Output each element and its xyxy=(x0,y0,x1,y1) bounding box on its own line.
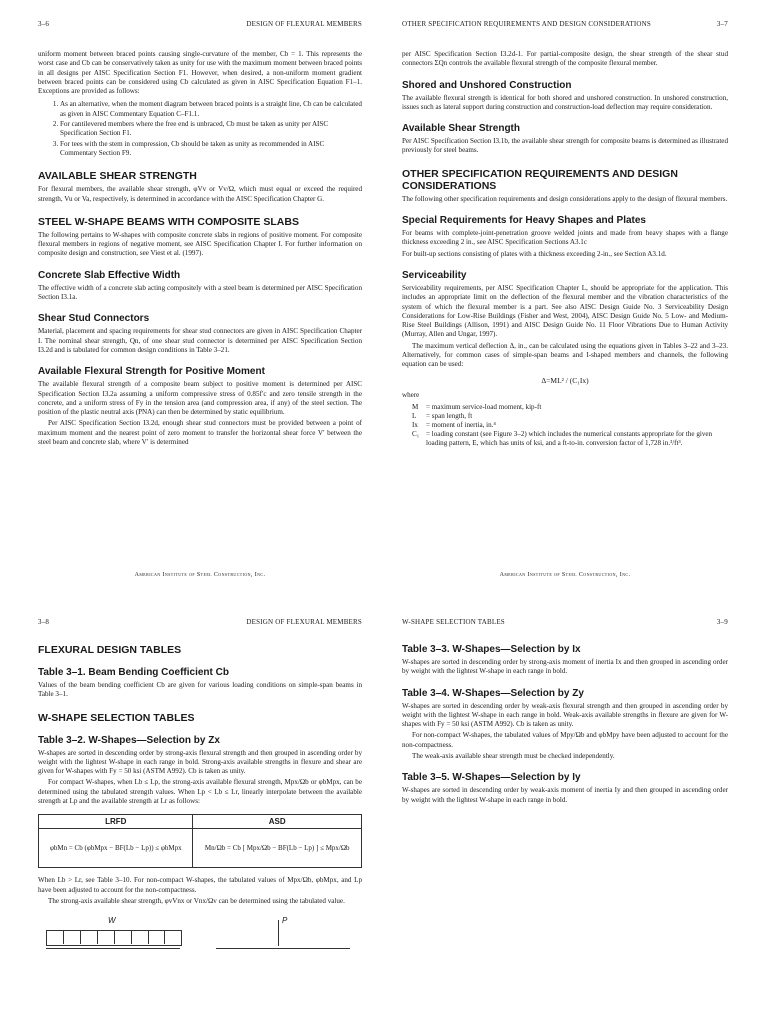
paragraph: The strong-axis available shear strength, φvVnx or Vnx/Ωv can be determined using the tabulated value. xyxy=(48,896,345,905)
paragraph: per AISC Specification Section I3.2d-1. For partial-composite design, the shear strength of the shear stud connectors ΣQn controls the available flexural strength of the composite flexural member. xyxy=(402,50,728,68)
section-heading: AVAILABLE SHEAR STRENGTH xyxy=(38,170,197,183)
section-heading: FLEXURAL DESIGN TABLES xyxy=(38,644,182,656)
page-footer: American Institute of Steel Construction, Inc. xyxy=(499,572,631,578)
paragraph: Values of the beam bending coefficient Cb are given for various loading conditions on simple-span beams in Table 3–1. xyxy=(38,681,362,699)
table-heading: Table 3–2. W-Shapes—Selection by Zx xyxy=(38,734,220,746)
subsection-heading: Special Requirements for Heavy Shapes and Plates xyxy=(402,215,646,227)
load-divider xyxy=(148,930,149,944)
paragraph: Serviceability requirements, per AISC Specification Chapter L, should be appropriate for the application. This includes an appropriate limit on the deflection of the flexural member and the vibration characteristics of the system of which the flexural member is a part. See also AISC Design Guide No. 3 Serviceability Design Considerations for Low-Rise Buildings (Fisher and West, 2004), AISC Design Guide No. 5 Low- and Medium-Rise Steel Buildings (Allison, 1991) and AISC Design Guide No. 11 Floor Vibrations Due to Human Activity (Murray, Allen and Ungar, 1997). xyxy=(402,283,728,339)
running-header xyxy=(402,20,728,28)
lrfd-header: LRFD xyxy=(39,815,193,829)
paragraph: W-shapes are sorted in descending order by weak-axis moment of inertia Iy and then grouped in ascending order by weight with the lightest W-shape in each range in bold. xyxy=(402,786,728,804)
subsection-heading: Available Shear Strength xyxy=(402,123,520,135)
chapter-title: DESIGN OF FLEXURAL MEMBERS xyxy=(246,20,362,28)
running-header xyxy=(38,618,362,626)
definition-row xyxy=(412,403,728,412)
chapter-title: OTHER SPECIFICATION REQUIREMENTS AND DESIGN CONSIDERATIONS xyxy=(402,20,652,28)
running-header xyxy=(38,20,362,28)
section-heading: STEEL W-SHAPE BEAMS WITH COMPOSITE SLABS xyxy=(38,215,299,228)
lrfd-equation: φbMn = Cb (φbMpx − BF(Lb − Lp)) ≤ φbMpx xyxy=(39,829,193,868)
point-load-label: P xyxy=(282,916,288,926)
definition-row xyxy=(412,412,728,421)
running-header xyxy=(402,618,728,626)
symbol: L xyxy=(412,411,417,420)
beam-line xyxy=(46,948,180,949)
uniform-load-label: W xyxy=(108,916,116,926)
page-3-9 xyxy=(384,610,768,1024)
table-heading: Table 3–5. W-Shapes—Selection by Iy xyxy=(402,772,581,784)
exceptions-list xyxy=(38,100,362,158)
paragraph: W-shapes are sorted in descending order by strong-axis moment of inertia Ix and then grouped in ascending order by weight with the lightest W-shape in each range in bold. xyxy=(402,658,728,676)
beam-line xyxy=(216,948,350,949)
table-heading: Table 3–4. W-Shapes—Selection by Zy xyxy=(402,687,584,699)
paragraph: For flexural members, the available shear strength, φVv or Vv/Ω, which must equal or exceed the required strength, Vu or Va, respectively, is determined in accordance with the AISC Specification Chapter G. xyxy=(38,185,362,203)
list-item: 2. For cantilevered members where the free end is unbraced, Cb must be taken as unity per AISC Specification Section F1. xyxy=(60,120,362,139)
subsection-heading: Serviceability xyxy=(402,269,467,281)
list-item: 1. As an alternative, when the moment diagram between braced points is a straight line, Cb can be calculated as given in AISC Commentary Equation C–F1.1. xyxy=(60,100,362,119)
definition: = maximum service-load moment, kip-ft xyxy=(426,402,542,411)
asd-header: ASD xyxy=(193,815,362,829)
symbol: C₁ xyxy=(412,429,420,438)
paragraph: For beams with complete-joint-penetration groove welded joints and made from heavy shapes with a flange thickness exceeding 2 in., see AISC Specification Sections A3.1c xyxy=(402,229,728,247)
definition: = moment of inertia, in.⁴ xyxy=(426,420,496,429)
subsection-heading: Shored and Unshored Construction xyxy=(402,79,572,91)
paragraph: W-shapes are sorted in descending order by strong-axis flexural strength and then grouped in ascending order by weight with the lightest W-shape in each range in bold. Strong-axis available strengths in flexure and shear are given for W-shapes with Fy = 50 ksi (ASTM A992). Cb is taken as unity. xyxy=(38,748,362,776)
paragraph: For non-compact W-shapes, the tabulated values of Mpy/Ωb and φbMpy have been adjusted to account for the non-compactness. xyxy=(402,731,728,749)
point-load-arrow xyxy=(278,920,279,946)
paragraph: For compact W-shapes, when Lb ≤ Lp, the strong-axis available flexural strength, Mpx/Ωb or φbMpx, can be determined using the tabulated strength values. When Lp < Lb ≤ Lr, linearly interpolate between the available strength at Lp and the available strength at Lr as follows: xyxy=(38,778,362,806)
paragraph: The weak-axis available shear strength must be checked independently. xyxy=(412,752,615,761)
page-number: 3–7 xyxy=(716,20,728,28)
definition-row xyxy=(412,430,728,448)
section-heading: W-SHAPE SELECTION TABLES xyxy=(38,711,195,724)
subsection-heading: Available Flexural Strength for Positive Moment xyxy=(38,366,265,378)
paragraph: The available flexural strength is identical for both shored and unshored construction. In unshored construction, issues such as lateral support during construction and construction-load deflection may require consideration. xyxy=(402,93,728,111)
lrfd-asd-table xyxy=(38,814,362,868)
definition: = loading constant (see Figure 3–2) which includes the numerical constants appropriate for the given loading pattern, E, which has units of ksi, and a ft-to-in. conversion factor of 1,728 in.³/ft³. xyxy=(426,429,713,447)
chapter-title: W-SHAPE SELECTION TABLES xyxy=(402,618,505,626)
symbol: M xyxy=(412,402,419,411)
list-item: 3. For tees with the stem in compression, Cb should be taken as unity as recommended in AISC Commentary Section F9. xyxy=(60,140,362,159)
section-heading: OTHER SPECIFICATION REQUIREMENTS AND DESIGN CONSIDERATIONS xyxy=(402,167,678,192)
where-label: where xyxy=(402,390,420,399)
table-heading: Table 3–3. W-Shapes—Selection by Ix xyxy=(402,644,581,655)
load-divider xyxy=(97,930,98,944)
page-number: 3–9 xyxy=(716,618,728,626)
paragraph: The available flexural strength of a composite beam subject to positive moment is determined per AISC Specification Section I3.2a assuming a uniform compressive stress of 0.85f′c and zero tensile strength in the concrete, and a uniform stress of Fy in the tension area (and compression area, if any) of the steel section. The position of the plastic neutral axis (PNA) can then be determined by static equilibrium. xyxy=(38,380,362,417)
page-3-7 xyxy=(384,0,768,600)
subsection-heading: Shear Stud Connectors xyxy=(38,313,150,325)
paragraph: The following pertains to W-shapes with composite concrete slabs in regions of positive moment. For composite flexural members in regions of negative moment, see AISC Specification Chapter I. For further information on composite design and construction, see Viest et al. (1997). xyxy=(38,230,362,258)
page-number: 3–8 xyxy=(38,618,50,626)
load-divider xyxy=(114,930,115,944)
table-heading: Table 3–1. Beam Bending Coefficient Cb xyxy=(38,667,229,678)
paragraph: For built-up sections consisting of plates with a thickness exceeding 2-in., see Section A3.1d. xyxy=(402,249,667,258)
symbol: Ix xyxy=(412,420,418,429)
subsection-heading: Concrete Slab Effective Width xyxy=(38,269,181,281)
chapter-title: DESIGN OF FLEXURAL MEMBERS xyxy=(246,618,362,626)
asd-equation: Mn/Ωb = Cb [ Mpx/Ωb − BF(Lb − Lp) ] ≤ Mpx/Ωb xyxy=(193,829,362,868)
paragraph: uniform moment between braced points causing single-curvature of the member, Cb = 1. This represents the worst case and Cb can be conservatively taken as unity for use with the maximum moment between braced points in all designs per AISC Specification Section F1. However, when desired, a non-uniform moment gradient between braced points can be considered using Cb calculated as given in AISC Specification Equation F1–1. Exceptions are provided as follows: xyxy=(38,50,362,96)
deflection-equation: Δ=ML² / (C₁Ix) xyxy=(541,375,589,385)
paragraph: The maximum vertical deflection Δ, in., can be calculated using the equations given in Tables 3–22 and 3–23. Alternatively, for common cases of simple-span beams and I-shaped members and channels, the following equation can be used: xyxy=(402,341,728,369)
load-divider xyxy=(63,930,64,944)
paragraph: Per AISC Specification Section I3.2d, enough shear stud connectors must be provided between a point of maximum moment and the nearest point of zero moment to transfer the horizontal shear force V′ between the steel beam and concrete slab, where V′ is determined xyxy=(38,419,362,447)
paragraph: The following other specification requirements and design considerations apply to the design of flexural members. xyxy=(402,194,728,203)
paragraph: Per AISC Specification Section I3.1b, the available shear strength for composite beams is determined as illustrated previously for steel beams. xyxy=(402,137,728,155)
definitions xyxy=(412,403,728,448)
load-divider xyxy=(80,930,81,944)
paragraph: The effective width of a concrete slab acting compositely with a steel beam is determined per AISC Specification Section I3.1a. xyxy=(38,283,362,302)
definition: = span length, ft xyxy=(426,411,473,420)
paragraph: W-shapes are sorted in descending order by weak-axis flexural strength and then grouped in ascending order by weight with the lightest W-shape in each range in bold. Weak-axis available strengths in flexure are given for W-shapes with Fy = 50 ksi (ASTM A992). Cb is taken as unity. xyxy=(402,701,728,729)
page-3-8 xyxy=(0,610,384,1024)
page-footer: American Institute of Steel Construction, Inc. xyxy=(134,572,266,578)
page-3-6 xyxy=(0,0,384,600)
page-number: 3–6 xyxy=(38,20,50,28)
paragraph: When Lb > Lr, see Table 3–10. For non-compact W-shapes, the tabulated values of Mpx/Ωb, φbMpx, and Lp have been adjusted to account for the non-compactness. xyxy=(38,876,362,894)
load-divider xyxy=(164,930,165,944)
beam-loading-figure xyxy=(38,914,362,984)
load-divider xyxy=(131,930,132,944)
paragraph: Material, placement and spacing requirements for shear stud connectors are given in AISC Specification Chapter I. The nominal shear strength, Qn, of one shear stud connector is determined per AISC Specification Section I3.2d and is tabulated for common design conditions in Table 3–21. xyxy=(38,327,362,354)
definition-row xyxy=(412,421,728,430)
